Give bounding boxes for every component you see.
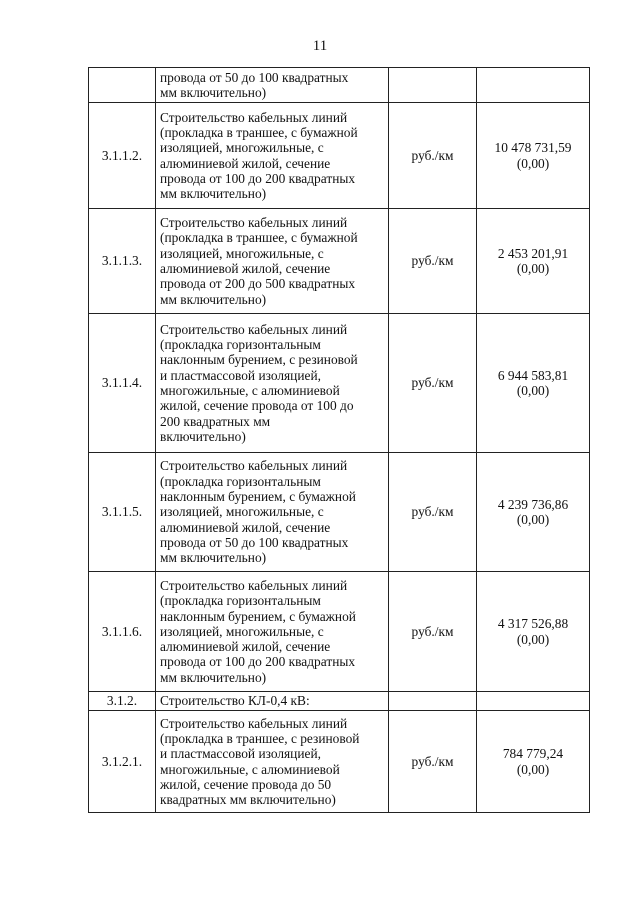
- description-line: Строительство кабельных линий: [160, 109, 348, 125]
- row-unit: [389, 692, 477, 711]
- row-value: [477, 209, 590, 314]
- row-number: 3.1.1.2.: [89, 103, 156, 209]
- table-row: [89, 692, 590, 711]
- table-row: [89, 68, 590, 103]
- row-number: 3.1.2.1.: [89, 711, 156, 813]
- row-description: [156, 209, 389, 314]
- description-line: мм включительно): [160, 186, 267, 202]
- value-amount: 784 779,24: [502, 746, 564, 762]
- description-line: изоляцией, многожильные, с: [160, 623, 324, 639]
- description-line: изоляцией, многожильные, с: [160, 504, 324, 520]
- page-number: 11: [312, 38, 328, 54]
- description-line: Строительство кабельных линий: [160, 715, 348, 731]
- description-line: провода от 100 до 200 квадратных: [160, 170, 356, 186]
- description-line: жилой, сечение провода от 100 до: [160, 398, 354, 414]
- row-number: 3.1.1.6.: [89, 572, 156, 692]
- description-line: квадратных мм включительно): [160, 792, 336, 808]
- table-row: [89, 209, 590, 314]
- row-description: [156, 711, 389, 813]
- row-description: [156, 68, 389, 103]
- value-amount: 4 317 526,88: [497, 616, 569, 632]
- row-number: 3.1.1.3.: [89, 209, 156, 314]
- description-line: жилой, сечение провода до 50: [160, 776, 332, 792]
- row-unit: [389, 68, 477, 103]
- table-row: [89, 711, 590, 813]
- description-line: мм включительно): [160, 550, 267, 566]
- value-amount: 6 944 583,81: [497, 367, 569, 383]
- description-line: изоляцией, многожильные, с: [160, 140, 324, 156]
- value-parenthetical: (0,00): [516, 761, 550, 777]
- row-description: [156, 692, 389, 711]
- description-line: и пластмассовой изоляцией,: [160, 367, 321, 383]
- table-row: [89, 314, 590, 453]
- description-line: провода от 50 до 100 квадратных: [160, 534, 349, 550]
- description-line: (прокладка в траншее, с бумажной: [160, 124, 358, 140]
- row-number: 3.1.1.4.: [89, 314, 156, 453]
- description-line: алюминиевой жилой, сечение: [160, 519, 331, 535]
- row-description: [156, 572, 389, 692]
- row-value: [477, 572, 590, 692]
- description-line: Строительство КЛ-0,4 кВ:: [160, 693, 310, 709]
- table-row: [89, 453, 590, 572]
- description-line: провода от 50 до 100 квадратных: [160, 69, 349, 85]
- row-number: 3.1.2.: [89, 692, 156, 711]
- value-amount: 10 478 731,59: [494, 140, 572, 156]
- description-line: мм включительно): [160, 669, 267, 685]
- row-unit: руб./км: [389, 711, 477, 813]
- row-value: [477, 68, 590, 103]
- description-line: многожильные, с алюминиевой: [160, 761, 340, 777]
- value-amount: 2 453 201,91: [497, 245, 569, 261]
- table-row: [89, 103, 590, 209]
- row-unit: руб./км: [389, 572, 477, 692]
- description-line: наклонным бурением, с бумажной: [160, 489, 356, 505]
- description-line: провода от 100 до 200 квадратных: [160, 654, 356, 670]
- description-line: (прокладка горизонтальным: [160, 337, 321, 353]
- description-line: Строительство кабельных линий: [160, 458, 348, 474]
- row-number: [89, 68, 156, 103]
- description-line: многожильные, с алюминиевой: [160, 383, 340, 398]
- row-description: [156, 314, 389, 453]
- row-value: [477, 103, 590, 209]
- row-description: [156, 103, 389, 209]
- description-line: (прокладка горизонтальным: [160, 593, 321, 609]
- value-parenthetical: (0,00): [516, 155, 550, 171]
- value-parenthetical: (0,00): [516, 631, 550, 647]
- row-unit: руб./км: [389, 314, 477, 453]
- row-value: [477, 692, 590, 711]
- row-unit: руб./км: [389, 103, 477, 209]
- row-unit: руб./км: [389, 453, 477, 572]
- description-line: алюминиевой жилой, сечение: [160, 261, 331, 276]
- description-line: Строительство кабельных линий: [160, 577, 348, 593]
- description-line: Строительство кабельных линий: [160, 215, 348, 231]
- row-value: [477, 314, 590, 453]
- value-parenthetical: (0,00): [516, 261, 550, 276]
- value-parenthetical: (0,00): [516, 512, 550, 527]
- description-line: (прокладка в траншее, с резиновой: [160, 730, 360, 746]
- row-value: [477, 453, 590, 572]
- row-description: [156, 453, 389, 572]
- description-line: мм включительно): [160, 85, 267, 100]
- description-line: наклонным бурением, с бумажной: [160, 608, 356, 624]
- row-unit: руб./км: [389, 209, 477, 314]
- description-line: алюминиевой жилой, сечение: [160, 155, 331, 171]
- description-line: Строительство кабельных линий: [160, 321, 348, 337]
- description-line: мм включительно): [160, 291, 267, 307]
- row-number: 3.1.1.5.: [89, 453, 156, 572]
- value-parenthetical: (0,00): [516, 383, 550, 398]
- description-line: изоляцией, многожильные, с: [160, 245, 324, 261]
- description-line: (прокладка горизонтальным: [160, 473, 321, 489]
- table-row: [89, 572, 590, 692]
- description-line: и пластмассовой изоляцией,: [160, 746, 321, 762]
- tariff-table: [88, 67, 590, 813]
- description-line: алюминиевой жилой, сечение: [160, 639, 331, 655]
- row-value: [477, 711, 590, 813]
- description-line: 200 квадратных мм: [160, 413, 271, 429]
- value-amount: 4 239 736,86: [497, 496, 569, 512]
- description-line: (прокладка в траншее, с бумажной: [160, 230, 358, 246]
- description-line: провода от 200 до 500 квадратных: [160, 276, 356, 292]
- description-line: наклонным бурением, с резиновой: [160, 352, 358, 368]
- description-line: включительно): [160, 428, 246, 444]
